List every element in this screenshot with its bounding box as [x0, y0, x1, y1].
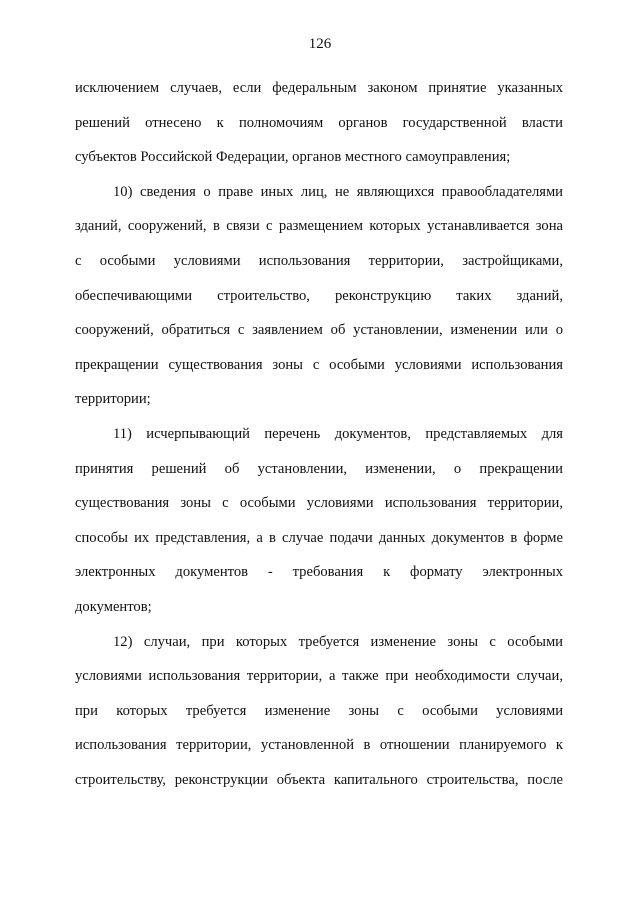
- text-line: 12) случаи, при которых требуется изменение зоны с особыми: [113, 633, 563, 650]
- text-line: с особыми условиями использования территории, застройщиками,: [75, 252, 563, 269]
- text-line: зданий, сооружений, в связи с размещением которых устанавливается зона: [75, 218, 563, 235]
- text-line: исключением случаев, если федеральным законом принятие указанных: [75, 80, 563, 96]
- text-line: использования территории, установленной в отношении планируемого к: [75, 737, 563, 754]
- text-line: строительству, реконструкции объекта капитального строительства, после: [75, 771, 563, 788]
- text-line: решений отнесено к полномочиям органов государственной власти: [75, 114, 563, 131]
- paragraph-item-10: [75, 175, 563, 417]
- text-line: документов;: [75, 598, 152, 615]
- text-line: условиями использования территории, а также при необходимости случаи,: [75, 668, 563, 685]
- text-line: 11) исчерпывающий перечень документов, представляемых для: [113, 425, 563, 442]
- text-line: сооружений, обратиться с заявлением об установлении, изменении или о: [75, 322, 563, 339]
- text-line: при которых требуется изменение зоны с особыми условиями: [75, 702, 563, 719]
- text-line: обеспечивающими строительство, реконструкцию таких зданий,: [75, 287, 563, 304]
- text-line: способы их представления, а в случае подачи данных документов в форме: [75, 529, 563, 546]
- paragraph-item-11: [75, 417, 563, 625]
- paragraph-item-12: [75, 625, 563, 798]
- text-line: 10) сведения о праве иных лиц, не являющихся правообладателями: [113, 183, 563, 200]
- text-line: существования зоны с особыми условиями использования территории,: [75, 495, 563, 512]
- document-body: [75, 71, 563, 797]
- page-number: 126: [308, 36, 332, 52]
- paragraph-continuation: [75, 71, 563, 175]
- text-line: прекращении существования зоны с особыми условиями использования: [75, 356, 563, 373]
- text-line: территории;: [75, 391, 151, 408]
- text-line: субъектов Российской Федерации, органов местного самоуправления;: [75, 149, 511, 166]
- text-line: принятия решений об установлении, изменении, о прекращении: [75, 460, 563, 477]
- text-line: электронных документов - требования к формату электронных: [75, 564, 563, 581]
